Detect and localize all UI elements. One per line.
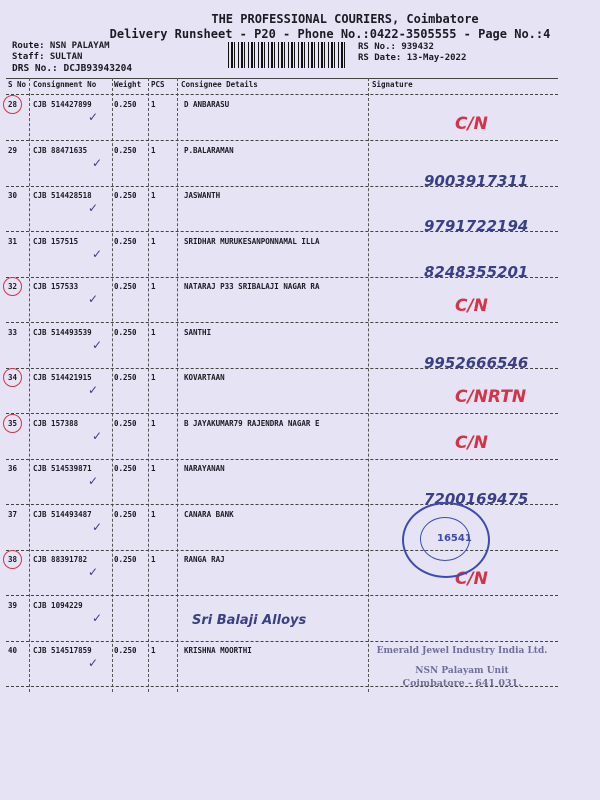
circle-mark	[3, 414, 22, 433]
tick-mark-icon: ✓	[92, 429, 103, 443]
cell-weight: 0.250	[114, 555, 137, 564]
cell-pcs: 1	[151, 100, 156, 109]
cell-weight: 0.250	[114, 191, 137, 200]
cell-sno: 34	[8, 373, 18, 382]
cell-sno: 37	[8, 510, 18, 519]
cell-consignment: CJB 157515	[33, 237, 79, 246]
company-stamp-line2: NSN Palayam Unit	[415, 666, 509, 676]
company-title: THE PROFESSIONAL COURIERS, Coimbatore	[211, 12, 479, 26]
staff-label: Staff: SULTAN	[12, 52, 83, 62]
cell-consignee: D ANBARASU	[184, 100, 230, 109]
circle-mark	[3, 277, 22, 296]
cell-pcs: 1	[151, 282, 156, 291]
cell-consignee: KRISHNA MOORTHI	[184, 646, 252, 655]
cell-consignment: CJB 514517859	[33, 646, 92, 655]
handwritten-signature: C/N	[455, 433, 488, 453]
circle-mark	[3, 550, 22, 569]
circle-mark	[3, 95, 22, 114]
tick-mark-icon: ✓	[88, 383, 99, 397]
col-header-sno: S No	[8, 80, 27, 89]
runsheet-title: Delivery Runsheet - P20 - Phone No.:0422-3505555 - Page No.:4	[109, 27, 551, 41]
cell-consignee: NATARAJ P33 SRIBALAJI NAGAR RA	[184, 282, 320, 291]
row-divider	[6, 459, 558, 460]
row-divider	[6, 413, 558, 414]
route-label: Route: NSN PALAYAM	[12, 41, 110, 51]
cell-sno: 35	[8, 419, 18, 428]
cell-consignment: CJB 514428518	[33, 191, 92, 200]
tick-mark-icon: ✓	[92, 247, 103, 261]
cell-consignment: CJB 514493539	[33, 328, 92, 337]
cell-sno: 33	[8, 328, 18, 337]
cell-weight: 0.250	[114, 510, 137, 519]
row-divider	[6, 322, 558, 323]
handwritten-signature: C/NRTN	[455, 387, 527, 407]
tick-mark-icon: ✓	[88, 474, 99, 488]
row-divider	[6, 368, 558, 369]
cell-consignee: P.BALARAMAN	[184, 146, 234, 155]
col-header-signature: Signature	[372, 80, 413, 89]
cell-consignee: SRIDHAR MURUKESANPONNAMAL ILLA	[184, 237, 320, 246]
row-divider	[6, 277, 558, 278]
tick-mark-icon: ✓	[88, 292, 99, 306]
cell-sno: 39	[8, 601, 18, 610]
cell-sno: 30	[8, 191, 18, 200]
company-stamp-line3: Coimbatore - 641 031.	[402, 678, 522, 689]
row-divider	[6, 641, 558, 642]
cell-pcs: 1	[151, 419, 156, 428]
cell-consignee: KOVARTAAN	[184, 373, 225, 382]
cell-pcs: 1	[151, 646, 156, 655]
cell-consignee: B JAYAKUMAR79 RAJENDRA NAGAR E	[184, 419, 320, 428]
bank-seal-stamp: 16541	[402, 502, 490, 578]
cell-pcs: 1	[151, 146, 156, 155]
col-header-pcs: PCS	[151, 80, 165, 89]
col-header-consignee: Consignee Details	[181, 80, 258, 89]
cell-pcs: 1	[151, 237, 156, 246]
cell-consignee: NARAYANAN	[184, 464, 225, 473]
header-divider	[6, 94, 558, 95]
cell-sno: 31	[8, 237, 18, 246]
cell-consignment: CJB 88471635	[33, 146, 88, 155]
cell-pcs: 1	[151, 555, 156, 564]
row-divider	[6, 231, 558, 232]
col-header-consignment: Consignment No	[33, 80, 97, 89]
tick-mark-icon: ✓	[88, 565, 99, 579]
row-divider	[6, 504, 558, 505]
cell-weight: 0.250	[114, 282, 137, 291]
cell-weight: 0.250	[114, 373, 137, 382]
tick-mark-icon: ✓	[92, 338, 103, 352]
handwritten-signature: C/N	[455, 296, 488, 316]
handwritten-signature: C/N	[455, 569, 488, 589]
table-top-border	[6, 78, 558, 79]
rs-number: RS No.: 939432	[358, 42, 434, 52]
tick-mark-icon: ✓	[88, 656, 99, 670]
cell-weight: 0.250	[114, 146, 137, 155]
cell-sno: 40	[8, 646, 18, 655]
cell-consignment: CJB 514421915	[33, 373, 92, 382]
tick-mark-icon: ✓	[92, 611, 103, 625]
cell-consignment: CJB 157388	[33, 419, 79, 428]
cell-pcs: 1	[151, 191, 156, 200]
row-divider	[6, 140, 558, 141]
cell-weight: 0.250	[114, 100, 137, 109]
cell-sno: 36	[8, 464, 18, 473]
rs-date: RS Date: 13-May-2022	[358, 53, 467, 63]
cell-consignment: CJB 157533	[33, 282, 79, 291]
handwritten-consignee: Sri Balaji Alloys	[192, 613, 307, 628]
cell-weight: 0.250	[114, 328, 137, 337]
cell-consignment: CJB 88391782	[33, 555, 88, 564]
cell-consignment: CJB 514539871	[33, 464, 92, 473]
cell-pcs: 1	[151, 464, 156, 473]
handwritten-signature: 8248355201	[424, 263, 529, 281]
cell-sno: 32	[8, 282, 18, 291]
cell-pcs: 1	[151, 510, 156, 519]
circle-mark	[3, 368, 22, 387]
cell-sno: 38	[8, 555, 18, 564]
cell-pcs: 1	[151, 328, 156, 337]
cell-consignment: CJB 514427899	[33, 100, 92, 109]
cell-consignee: SANTHI	[184, 328, 212, 337]
handwritten-signature: 9952666546	[424, 354, 529, 372]
cell-consignment: CJB 1094229	[33, 601, 83, 610]
cell-weight: 0.250	[114, 419, 137, 428]
handwritten-signature: 9791722194	[424, 217, 529, 235]
tick-mark-icon: ✓	[92, 156, 103, 170]
cell-consignee: CANARA BANK	[184, 510, 234, 519]
company-stamp-line1: Emerald Jewel Industry India Ltd.	[376, 646, 548, 656]
col-header-weight: Weight	[114, 80, 142, 89]
handwritten-signature: C/N	[455, 114, 488, 134]
tick-mark-icon: ✓	[88, 110, 99, 124]
cell-pcs: 1	[151, 373, 156, 382]
row-divider	[6, 595, 558, 596]
handwritten-signature: 9003917311	[424, 172, 529, 190]
drs-label: DRS No.: DCJB93943204	[12, 63, 133, 74]
tick-mark-icon: ✓	[92, 520, 103, 534]
tick-mark-icon: ✓	[88, 201, 99, 215]
barcode	[228, 42, 348, 68]
row-divider	[6, 186, 558, 187]
cell-weight: 0.250	[114, 646, 137, 655]
handwritten-signature: 7200169475	[424, 490, 529, 508]
cell-consignee: RANGA RAJ	[184, 555, 225, 564]
cell-sno: 28	[8, 100, 18, 109]
cell-weight: 0.250	[114, 464, 137, 473]
cell-sno: 29	[8, 146, 18, 155]
cell-consignee: JASWANTH	[184, 191, 221, 200]
cell-weight: 0.250	[114, 237, 137, 246]
cell-consignment: CJB 514493487	[33, 510, 92, 519]
